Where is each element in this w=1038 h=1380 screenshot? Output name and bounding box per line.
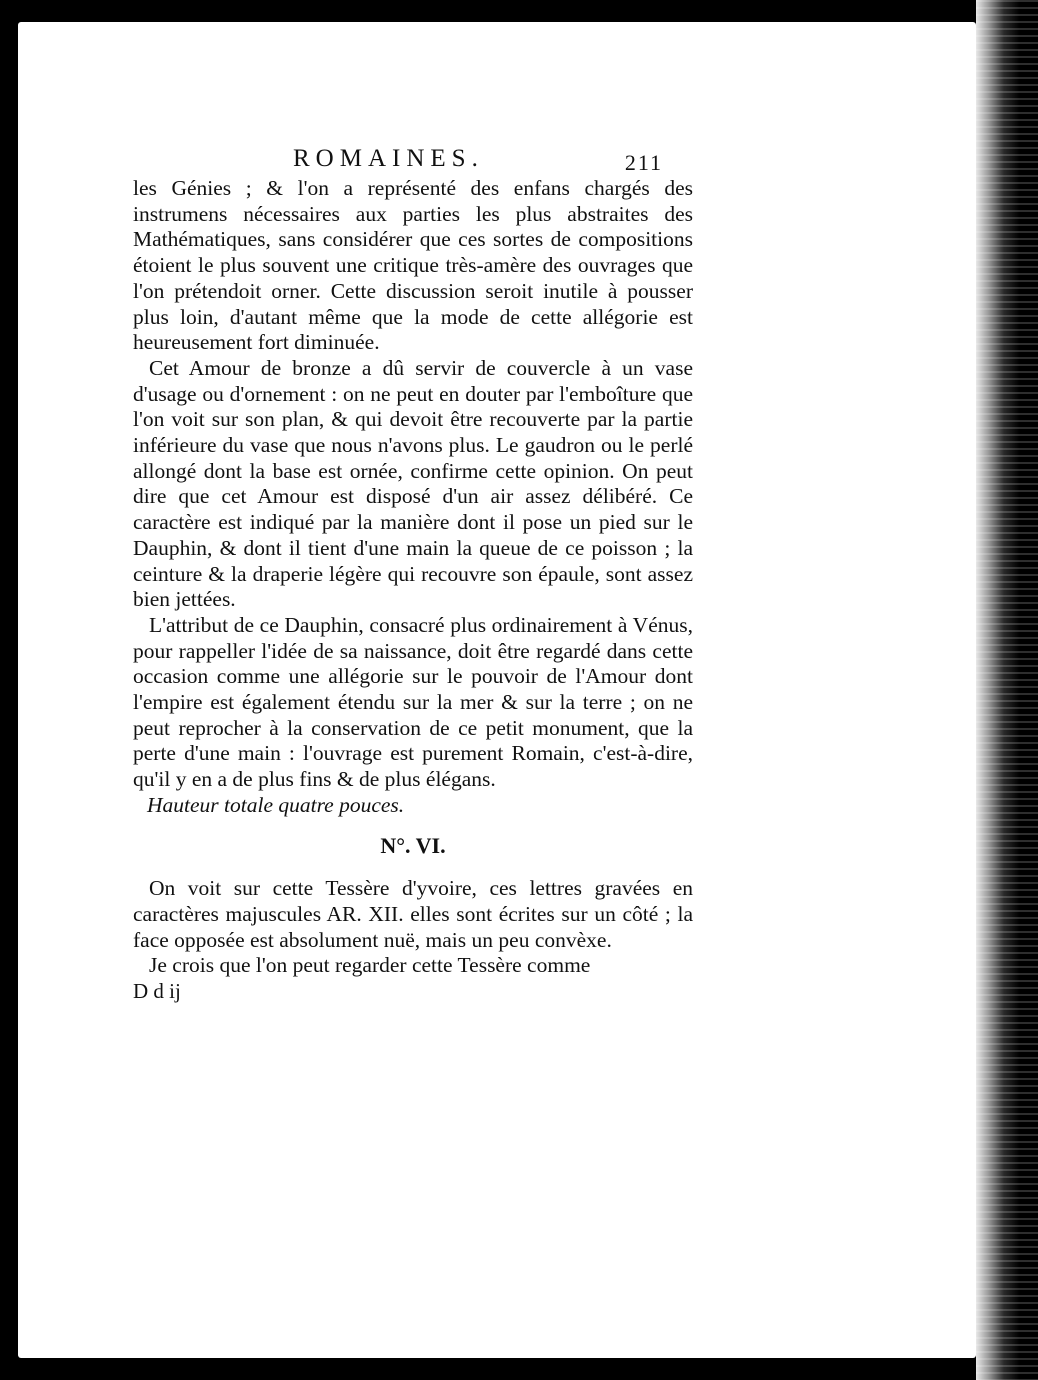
- paragraph-tessere: On voit sur cette Tessère d'yvoire, ces lettres gravées en caractères majuscules AR. XII. elles sont écrites sur un côté ; la face opposée est absolument nuë, mais un peu convèxe.: [133, 876, 693, 952]
- section-title: N°. VI.: [380, 832, 446, 858]
- book-page: [18, 22, 976, 1358]
- paragraph-dauphin-attribute: L'attribut de ce Dauphin, consacré plus ordinairement à Vénus, pour rappeller l'idée de sa naissance, doit être regardé dans cette occasion comme une allégorie sur le pouvoir de l'Amour dont l'empire est également étendu sur la mer & sur la terre ; on ne peut reprocher à la conservation de ce petit monument, que la perte d'une main : l'ouvrage est purement Romain, c'est-à-dire, qu'il y en a de plus fins & de plus élégans.: [133, 612, 693, 792]
- catchword-signature: D d ij: [133, 979, 181, 1004]
- text-block: [133, 140, 693, 1005]
- paragraph-continuation: les Génies ; & l'on a représenté des enfans chargés des instrumens nécessaires aux parties les plus abstraites des Mathématiques, sans considérer que ces sortes de compositions étoient le plus souvent une critique très-amère des ouvrages que l'on prétendoit orner. Cette discussion seroit inutile à pousser plus loin, d'autant même que la mode de cette allégorie est heureusement fort diminuée.: [133, 176, 693, 355]
- paragraph-bronze-amour: Cet Amour de bronze a dû servir de couvercle à un vase d'usage ou d'ornement : on ne peut en douter par l'emboîture que l'on voit sur son plan, & qui devoit être recouverte par la partie inférieure du vase que nous n'avons plus. Le gaudron ou le perlé allongé dont la base est ornée, confirme cette opinion. On peut dire que cet Amour est disposé d'un air assez délibéré. Ce caractère est indiqué par la manière dont il pose un pied sur le Dauphin, & dont il tient d'une main la queue de ce poisson ; la ceinture & la draperie légère qui recouvre son épaule, sont assez bien jettées.: [133, 355, 693, 612]
- body-text: [133, 176, 693, 1005]
- paragraph-tessere-continued: Je crois que l'on peut regarder cette Tessère comme: [149, 953, 591, 978]
- page-edge-grain: [976, 0, 1038, 1380]
- page-edge-shadow: [976, 0, 1038, 1380]
- running-title: ROMAINES.: [293, 145, 484, 172]
- page-number: 211: [624, 150, 663, 175]
- height-measure-line: Hauteur totale quatre pouces.: [147, 792, 405, 817]
- running-head: [133, 140, 693, 176]
